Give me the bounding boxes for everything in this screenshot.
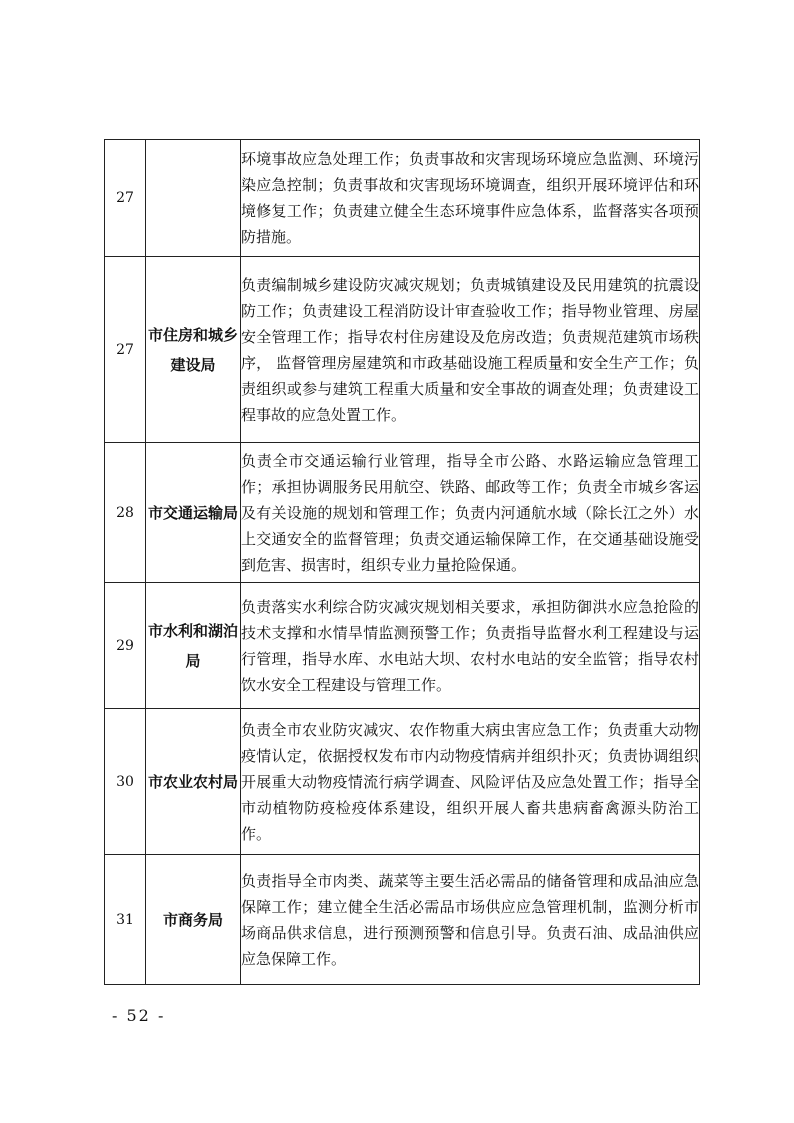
duty-description: 环境事故应急处理工作；负责事故和灾害现场环境应急监测、环境污染应急控制；负责事故和灾害现场环境调查，组织开展环境评估和环境修复工作；负责建立健全生态环境事件应急体系，监督落实各项预防措施。 <box>241 140 700 257</box>
table-row <box>105 443 700 583</box>
row-number: 27 <box>105 140 146 257</box>
table-row <box>105 709 700 855</box>
row-number: 31 <box>105 855 146 985</box>
duty-description: 负责全市农业防灾减灾、农作物重大病虫害应急工作；负责重大动物疫情认定，依据授权发布市内动物疫情病并组织扑灭；负责协调组织开展重大动物疫情流行病学调查、风险评估及应急处置工作；指导全市动植物防疫检疫体系建设，组织开展人畜共患病畜禽源头防治工作。 <box>241 709 700 855</box>
table-row <box>105 140 700 257</box>
table-row <box>105 257 700 443</box>
duty-description: 负责落实水利综合防灾减灾规划相关要求，承担防御洪水应急抢险的技术支撑和水情旱情监测预警工作；负责指导监督水利工程建设与运行管理，指导水库、水电站大坝、农村水电站的安全监管；指导农村饮水安全工程建设与管理工作。 <box>241 583 700 709</box>
table-row <box>105 855 700 985</box>
duty-description: 负责编制城乡建设防灾减灾规划；负责城镇建设及民用建筑的抗震设防工作；负责建设工程消防设计审查验收工作；指导物业管理、房屋安全管理工作；指导农村住房建设及危房改造；负责规范建筑市场秩序， 监督管理房屋建筑和市政基础设施工程质量和安全生产工作；负责组织或参与建筑工程重大质量和安全事故的调查处理；负责建设工程事故的应急处置工作。 <box>241 257 700 443</box>
duty-description: 负责全市交通运输行业管理，指导全市公路、水路运输应急管理工作；承担协调服务民用航空、铁路、邮政等工作；负责全市城乡客运及有关设施的规划和管理工作；负责内河通航水域（除长江之外）水上交通安全的监督管理；负责交通运输保障工作，在交通基础设施受到危害、损害时，组织专业力量抢险保通。 <box>241 443 700 583</box>
department-name: 市商务局 <box>146 855 241 985</box>
row-number: 27 <box>105 257 146 443</box>
department-name: 市住房和城乡建设局 <box>146 257 241 443</box>
department-name: 市水利和湖泊局 <box>146 583 241 709</box>
table-row <box>105 583 700 709</box>
duty-table <box>104 139 700 985</box>
row-number: 29 <box>105 583 146 709</box>
page-number: - 52 - <box>112 1006 166 1025</box>
duty-description: 负责指导全市肉类、蔬菜等主要生活必需品的储备管理和成品油应急保障工作；建立健全生活必需品市场供应应急管理机制，监测分析市场商品供求信息，进行预测预警和信息引导。负责石油、成品油供应应急保障工作。 <box>241 855 700 985</box>
department-name <box>146 140 241 257</box>
row-number: 28 <box>105 443 146 583</box>
department-name: 市交通运输局 <box>146 443 241 583</box>
department-name: 市农业农村局 <box>146 709 241 855</box>
row-number: 30 <box>105 709 146 855</box>
